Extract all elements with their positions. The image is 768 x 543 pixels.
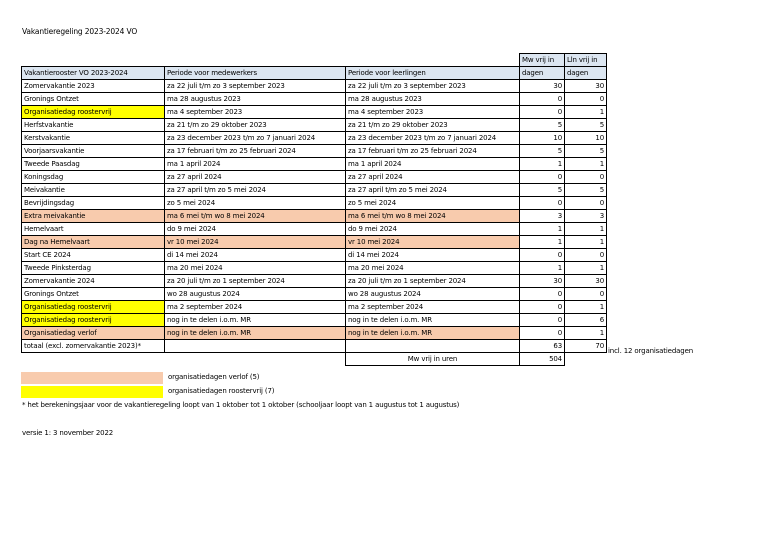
header-row bbox=[22, 67, 607, 80]
mw-dagen: 0 bbox=[520, 288, 565, 301]
table-row bbox=[22, 236, 607, 249]
mw-dagen: 1 bbox=[520, 262, 565, 275]
lln-dagen: 1 bbox=[565, 158, 607, 171]
mw-dagen: 5 bbox=[520, 119, 565, 132]
lln-dagen: 0 bbox=[565, 93, 607, 106]
periode-leerlingen: ma 6 mei t/m wo 8 mei 2024 bbox=[346, 210, 520, 223]
table-row bbox=[22, 93, 607, 106]
lln-dagen: 1 bbox=[565, 327, 607, 340]
empty-cell bbox=[165, 353, 346, 366]
version-note: versie 1: 3 november 2022 bbox=[22, 429, 114, 437]
periode-medewerkers: ma 6 mei t/m wo 8 mei 2024 bbox=[165, 210, 346, 223]
table-row bbox=[22, 249, 607, 262]
periode-medewerkers: za 27 april 2024 bbox=[165, 171, 346, 184]
periode-medewerkers: ma 20 mei 2024 bbox=[165, 262, 346, 275]
periode-leerlingen: za 27 april 2024 bbox=[346, 171, 520, 184]
lln-dagen: 10 bbox=[565, 132, 607, 145]
legend-text-roostervrij: organisatiedagen roostervrij (7) bbox=[168, 387, 275, 395]
uren-label: Mw vrij in uren bbox=[346, 353, 520, 366]
table-row bbox=[22, 288, 607, 301]
vakantie-name: Zomervakantie 2023 bbox=[22, 80, 165, 93]
periode-leerlingen: za 23 december 2023 t/m zo 7 januari 2024 bbox=[346, 132, 520, 145]
vakantie-name: Meivakantie bbox=[22, 184, 165, 197]
table-row bbox=[22, 197, 607, 210]
table-row bbox=[22, 184, 607, 197]
table-row bbox=[22, 210, 607, 223]
table-row bbox=[22, 132, 607, 145]
mw-dagen: 0 bbox=[520, 93, 565, 106]
vakantie-name: Organisatiedag verlof bbox=[22, 327, 165, 340]
periode-medewerkers: di 14 mei 2024 bbox=[165, 249, 346, 262]
periode-medewerkers: ma 2 september 2024 bbox=[165, 301, 346, 314]
periode-medewerkers: zo 5 mei 2024 bbox=[165, 197, 346, 210]
periode-leerlingen: za 22 juli t/m zo 3 september 2023 bbox=[346, 80, 520, 93]
periode-medewerkers: ma 28 augustus 2023 bbox=[165, 93, 346, 106]
legend-text-verlof: organisatiedagen verlof (5) bbox=[168, 373, 260, 381]
vakantie-name: Hemelvaart bbox=[22, 223, 165, 236]
periode-leerlingen: ma 1 april 2024 bbox=[346, 158, 520, 171]
periode-medewerkers: nog in te delen i.o.m. MR bbox=[165, 314, 346, 327]
totaal-row bbox=[22, 340, 607, 353]
lln-dagen: 5 bbox=[565, 119, 607, 132]
periode-medewerkers: ma 1 april 2024 bbox=[165, 158, 346, 171]
periode-medewerkers: za 20 juli t/m zo 1 september 2024 bbox=[165, 275, 346, 288]
mw-dagen: 0 bbox=[520, 171, 565, 184]
empty-cell bbox=[565, 353, 607, 366]
incl-note: incl. 12 organisatiedagen bbox=[608, 347, 694, 355]
vakantie-name: Dag na Hemelvaart bbox=[22, 236, 165, 249]
totaal-empty bbox=[346, 340, 520, 353]
periode-leerlingen: nog in te delen i.o.m. MR bbox=[346, 327, 520, 340]
table-row bbox=[22, 301, 607, 314]
table-row bbox=[22, 171, 607, 184]
mw-dagen: 0 bbox=[520, 106, 565, 119]
vakantie-name: Herfstvakantie bbox=[22, 119, 165, 132]
periode-medewerkers: za 21 t/m zo 29 oktober 2023 bbox=[165, 119, 346, 132]
lln-dagen: 1 bbox=[565, 236, 607, 249]
header-lln-top: Lln vrij in bbox=[565, 54, 607, 67]
table-row bbox=[22, 275, 607, 288]
header-mw-dagen: dagen bbox=[520, 67, 565, 80]
mw-dagen: 1 bbox=[520, 158, 565, 171]
header-lln-dagen: dagen bbox=[565, 67, 607, 80]
mw-dagen: 30 bbox=[520, 80, 565, 93]
vakantie-name: Organisatiedag roostervrij bbox=[22, 314, 165, 327]
totaal-mw: 63 bbox=[520, 340, 565, 353]
lln-dagen: 5 bbox=[565, 184, 607, 197]
periode-leerlingen: ma 4 september 2023 bbox=[346, 106, 520, 119]
vakantie-name: Start CE 2024 bbox=[22, 249, 165, 262]
periode-leerlingen: ma 28 augustus 2023 bbox=[346, 93, 520, 106]
vakantie-name: Tweede Pinksterdag bbox=[22, 262, 165, 275]
table-row bbox=[22, 223, 607, 236]
periode-medewerkers: vr 10 mei 2024 bbox=[165, 236, 346, 249]
periode-leerlingen: za 27 april t/m zo 5 mei 2024 bbox=[346, 184, 520, 197]
lln-dagen: 0 bbox=[565, 197, 607, 210]
footnote: * het berekeningsjaar voor de vakantieregeling loopt van 1 oktober tot 1 oktober (schooljaar loopt van 1 augustus tot 1 augustus) bbox=[22, 401, 460, 409]
legend-swatch-verlof bbox=[21, 372, 163, 384]
mw-dagen: 3 bbox=[520, 210, 565, 223]
lln-dagen: 0 bbox=[565, 288, 607, 301]
periode-leerlingen: ma 2 september 2024 bbox=[346, 301, 520, 314]
lln-dagen: 0 bbox=[565, 249, 607, 262]
periode-medewerkers: za 17 februari t/m zo 25 februari 2024 bbox=[165, 145, 346, 158]
vakantie-name: Gronings Ontzet bbox=[22, 288, 165, 301]
table-row bbox=[22, 262, 607, 275]
periode-leerlingen: vr 10 mei 2024 bbox=[346, 236, 520, 249]
mw-dagen: 5 bbox=[520, 184, 565, 197]
mw-dagen: 30 bbox=[520, 275, 565, 288]
mw-dagen: 0 bbox=[520, 327, 565, 340]
table-row bbox=[22, 145, 607, 158]
header-leerlingen: Periode voor leerlingen bbox=[346, 67, 520, 80]
periode-leerlingen: za 17 februari t/m zo 25 februari 2024 bbox=[346, 145, 520, 158]
vakantie-name: Tweede Paasdag bbox=[22, 158, 165, 171]
mw-dagen: 5 bbox=[520, 145, 565, 158]
periode-leerlingen: di 14 mei 2024 bbox=[346, 249, 520, 262]
vakantie-name: Organisatiedag roostervrij bbox=[22, 106, 165, 119]
legend-swatch-roostervrij bbox=[21, 386, 163, 398]
mw-dagen: 0 bbox=[520, 197, 565, 210]
mw-dagen: 0 bbox=[520, 301, 565, 314]
periode-medewerkers: za 23 december 2023 t/m zo 7 januari 2024 bbox=[165, 132, 346, 145]
mw-dagen: 10 bbox=[520, 132, 565, 145]
lln-dagen: 1 bbox=[565, 106, 607, 119]
uren-row bbox=[22, 353, 607, 366]
periode-medewerkers: za 22 juli t/m zo 3 september 2023 bbox=[165, 80, 346, 93]
vakantie-name: Kerstvakantie bbox=[22, 132, 165, 145]
header-rooster: Vakantierooster VO 2023-2024 bbox=[22, 67, 165, 80]
vakantie-name: Extra meivakantie bbox=[22, 210, 165, 223]
vakantie-table bbox=[21, 53, 607, 366]
periode-medewerkers: za 27 april t/m zo 5 mei 2024 bbox=[165, 184, 346, 197]
header-mw-top: Mw vrij in bbox=[520, 54, 565, 67]
table-row bbox=[22, 314, 607, 327]
empty-cell bbox=[22, 353, 165, 366]
periode-leerlingen: za 21 t/m zo 29 oktober 2023 bbox=[346, 119, 520, 132]
periode-leerlingen: ma 20 mei 2024 bbox=[346, 262, 520, 275]
lln-dagen: 1 bbox=[565, 262, 607, 275]
lln-dagen: 30 bbox=[565, 80, 607, 93]
periode-medewerkers: nog in te delen i.o.m. MR bbox=[165, 327, 346, 340]
table-row bbox=[22, 119, 607, 132]
lln-dagen: 1 bbox=[565, 223, 607, 236]
periode-leerlingen: nog in te delen i.o.m. MR bbox=[346, 314, 520, 327]
header-top-row bbox=[22, 54, 607, 67]
periode-leerlingen: zo 5 mei 2024 bbox=[346, 197, 520, 210]
vakantie-name: Koningsdag bbox=[22, 171, 165, 184]
vakantie-name: Bevrijdingsdag bbox=[22, 197, 165, 210]
uren-value: 504 bbox=[520, 353, 565, 366]
lln-dagen: 0 bbox=[565, 171, 607, 184]
mw-dagen: 0 bbox=[520, 314, 565, 327]
totaal-label: totaal (excl. zomervakantie 2023)* bbox=[22, 340, 165, 353]
document-title: Vakantieregeling 2023-2024 VO bbox=[22, 27, 138, 36]
vakantie-name: Voorjaarsvakantie bbox=[22, 145, 165, 158]
table-row bbox=[22, 158, 607, 171]
vakantie-name: Zomervakantie 2024 bbox=[22, 275, 165, 288]
table-row bbox=[22, 327, 607, 340]
header-medewerkers: Periode voor medewerkers bbox=[165, 67, 346, 80]
periode-leerlingen: do 9 mei 2024 bbox=[346, 223, 520, 236]
mw-dagen: 1 bbox=[520, 236, 565, 249]
periode-medewerkers: do 9 mei 2024 bbox=[165, 223, 346, 236]
lln-dagen: 6 bbox=[565, 314, 607, 327]
vakantie-name: Organisatiedag roostervrij bbox=[22, 301, 165, 314]
lln-dagen: 1 bbox=[565, 301, 607, 314]
table-row bbox=[22, 106, 607, 119]
mw-dagen: 0 bbox=[520, 249, 565, 262]
mw-dagen: 1 bbox=[520, 223, 565, 236]
periode-leerlingen: za 20 juli t/m zo 1 september 2024 bbox=[346, 275, 520, 288]
table-row bbox=[22, 80, 607, 93]
totaal-lln: 70 bbox=[565, 340, 607, 353]
totaal-empty bbox=[165, 340, 346, 353]
vakantie-name: Gronings Ontzet bbox=[22, 93, 165, 106]
periode-leerlingen: wo 28 augustus 2024 bbox=[346, 288, 520, 301]
lln-dagen: 3 bbox=[565, 210, 607, 223]
periode-medewerkers: wo 28 augustus 2024 bbox=[165, 288, 346, 301]
lln-dagen: 5 bbox=[565, 145, 607, 158]
lln-dagen: 30 bbox=[565, 275, 607, 288]
periode-medewerkers: ma 4 september 2023 bbox=[165, 106, 346, 119]
